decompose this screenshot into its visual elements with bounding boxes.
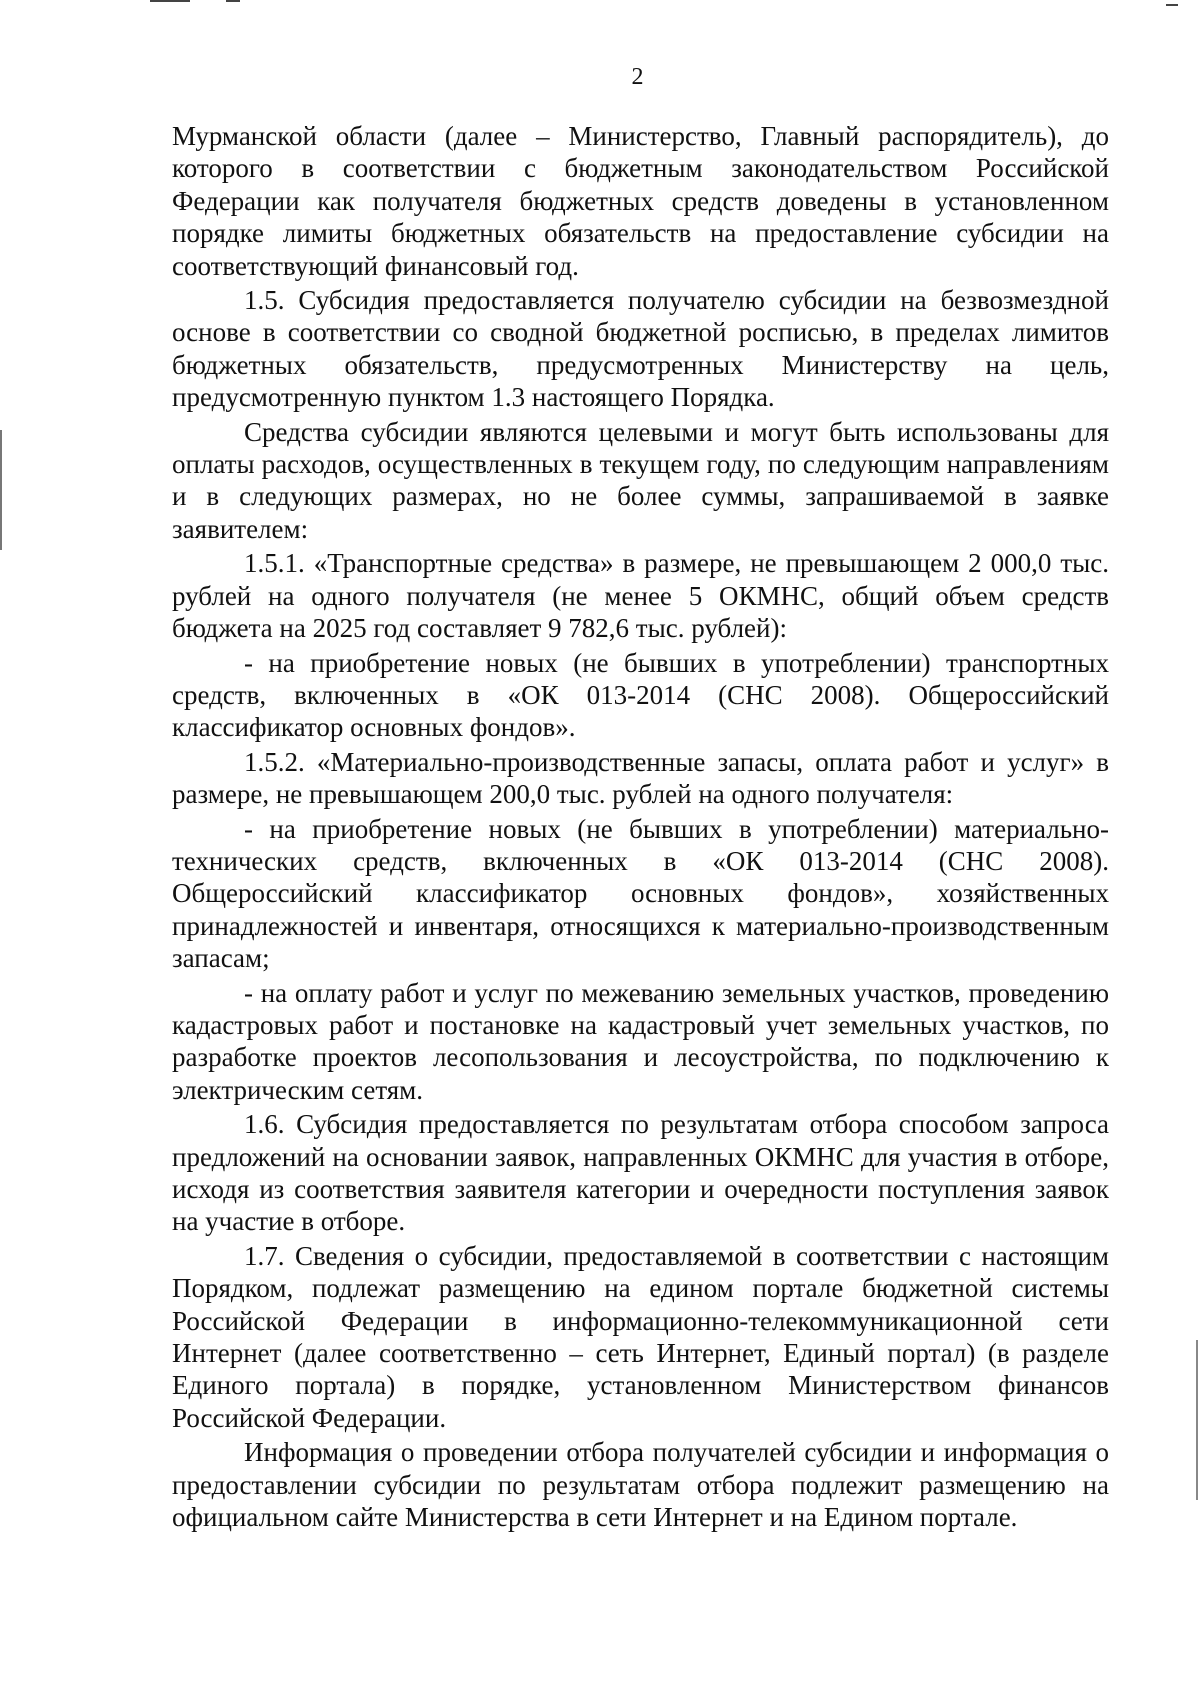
scan-artifact-top-right	[1166, 4, 1178, 6]
paragraph-1-5-1: 1.5.1. «Транспортные средства» в размере, не превышающем 2 000,0 тыс. рублей на одного получателя (не менее 5 ОКМНС, общий объем средств бюджета на 2025 год составляет 9 782,6 тыс. рублей):	[172, 548, 1109, 644]
page-number: 2	[631, 64, 644, 90]
paragraph-services-item: - на оплату работ и услуг по межеванию земельных участков, проведению кадастровых работ и постановке на кадастровый учет земельных участков, по разработке проектов лесопользования и лесоустройства, по подключению к электрическим сетям.	[172, 977, 1109, 1105]
scan-artifact-left-edge	[0, 430, 2, 550]
paragraph-vehicles-item: - на приобретение новых (не бывших в употреблении) транспортных средств, включенных в «ОК 013-2014 (СНС 2008). Общероссийский классификатор основных фондов».	[172, 647, 1109, 743]
paragraph-1-6: 1.6. Субсидия предоставляется по результатам отбора способом запроса предложений на основании заявок, направленных ОКМНС для участия в отборе, исходя из соответствия заявителя категории и очередности поступления заявок на участие в отборе.	[172, 1109, 1109, 1237]
document-body	[172, 120, 1109, 1533]
scan-artifact-right-edge	[1196, 1340, 1198, 1500]
paragraph-1-5-2: 1.5.2. «Материально-производственные запасы, оплата работ и услуг» в размере, не превышающем 200,0 тыс. рублей на одного получателя:	[172, 746, 1109, 810]
scan-artifact-top-left-short	[226, 0, 240, 2]
paragraph-1-5: 1.5. Субсидия предоставляется получателю субсидии на безвозмездной основе в соответствии со сводной бюджетной росписью, в пределах лимитов бюджетных обязательств, предусмотренных Министерству на цель, предусмотренную пунктом 1.3 настоящего Порядка.	[172, 285, 1109, 413]
scan-artifact-top-left	[150, 0, 190, 2]
paragraph-information: Информация о проведении отбора получателей субсидии и информация о предоставлении субсидии по результатам отбора подлежит размещению на официальном сайте Министерства в сети Интернет и на Едином портале.	[172, 1437, 1109, 1533]
paragraph-ministry-continuation: Мурманской области (далее – Министерство, Главный распорядитель), до которого в соответствии с бюджетным законодательством Российской Федерации как получателя бюджетных средств доведены в установленном порядке лимиты бюджетных обязательств на предоставление субсидии на соответствующий финансовый год.	[172, 121, 1109, 281]
paragraph-subsidy-purpose: Средства субсидии являются целевыми и могут быть использованы для оплаты расходов, осуществленных в текущем году, по следующим направлениям и в следующих размерах, но не более суммы, запрашиваемой в заявке заявителем:	[172, 416, 1109, 544]
paragraph-1-7: 1.7. Сведения о субсидии, предоставляемой в соответствии с настоящим Порядком, подлежат размещению на едином портале бюджетной системы Российской Федерации в информационно-телекоммуникационной сети Интернет (далее соответственно – сеть Интернет, Единый портал) (в разделе Единого портала) в порядке, установленном Министерством финансов Российской Федерации.	[172, 1240, 1109, 1433]
paragraph-materials-item: - на приобретение новых (не бывших в употреблении) материально-технических средств, включенных в «ОК 013-2014 (СНС 2008). Общероссийский классификатор основных фондов», хозяйственных принадлежностей и инвентаря, относящихся к материально-производственным запасам;	[172, 813, 1109, 974]
